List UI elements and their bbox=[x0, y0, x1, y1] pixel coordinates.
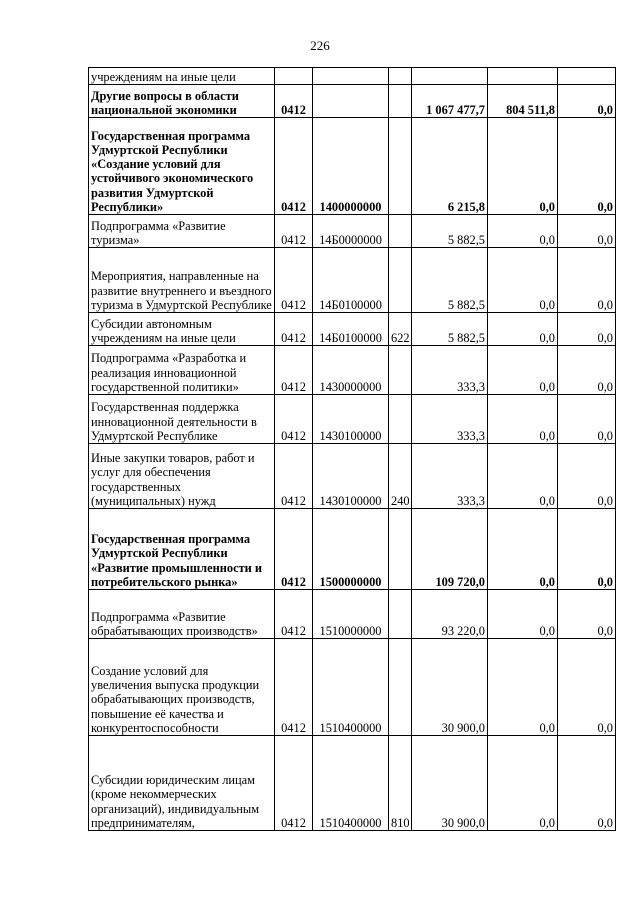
cell-amount-1: 30 900,0 bbox=[412, 736, 488, 831]
cell-section: 0412 bbox=[275, 313, 313, 346]
table-row bbox=[89, 444, 616, 509]
cell-section: 0412 bbox=[275, 248, 313, 313]
cell-expense-type bbox=[389, 215, 412, 248]
cell-name: Субсидии юридическим лицам (кроме некоммерческих организаций), индивидуальным предпринимателям, bbox=[89, 736, 275, 831]
cell-target-article: 14Б0100000 bbox=[313, 313, 389, 346]
page-number: 226 bbox=[310, 38, 330, 53]
cell-amount-2: 0,0 bbox=[488, 395, 558, 444]
budget-table-body bbox=[89, 68, 616, 831]
cell-amount-2: 0,0 bbox=[488, 444, 558, 509]
cell-expense-type bbox=[389, 85, 412, 118]
table-row bbox=[89, 85, 616, 118]
cell-section: 0412 bbox=[275, 85, 313, 118]
cell-amount-2: 0,0 bbox=[488, 639, 558, 736]
cell-amount-2: 0,0 bbox=[488, 736, 558, 831]
cell-target-article bbox=[313, 85, 389, 118]
cell-target-article: 14Б0100000 bbox=[313, 248, 389, 313]
cell-section: 0412 bbox=[275, 444, 313, 509]
cell-amount-3: 0,0 bbox=[558, 215, 616, 248]
cell-section: 0412 bbox=[275, 639, 313, 736]
table-row bbox=[89, 509, 616, 590]
cell-amount-3: 0,0 bbox=[558, 509, 616, 590]
cell-name: Государственная программа Удмуртской Республики «Развитие промышленности и потребительского рынка» bbox=[89, 509, 275, 590]
cell-expense-type bbox=[389, 590, 412, 639]
cell-amount-3: 0,0 bbox=[558, 736, 616, 831]
cell-target-article: 1510000000 bbox=[313, 590, 389, 639]
cell-amount-3: 0,0 bbox=[558, 395, 616, 444]
cell-amount-2: 0,0 bbox=[488, 313, 558, 346]
cell-amount-2: 0,0 bbox=[488, 118, 558, 215]
cell-amount-1: 333,3 bbox=[412, 395, 488, 444]
cell-amount-1: 5 882,5 bbox=[412, 215, 488, 248]
cell-expense-type bbox=[389, 68, 412, 85]
cell-expense-type bbox=[389, 346, 412, 395]
cell-amount-3 bbox=[558, 68, 616, 85]
cell-amount-3: 0,0 bbox=[558, 118, 616, 215]
cell-section: 0412 bbox=[275, 118, 313, 215]
cell-target-article: 14Б0000000 bbox=[313, 215, 389, 248]
cell-expense-type: 240 bbox=[389, 444, 412, 509]
cell-amount-2 bbox=[488, 68, 558, 85]
cell-target-article bbox=[313, 68, 389, 85]
table-row bbox=[89, 590, 616, 639]
cell-expense-type bbox=[389, 395, 412, 444]
cell-amount-3: 0,0 bbox=[558, 444, 616, 509]
table-row bbox=[89, 68, 616, 85]
cell-name: Иные закупки товаров, работ и услуг для обеспечения государственных (муниципальных) нужд bbox=[89, 444, 275, 509]
cell-expense-type bbox=[389, 248, 412, 313]
cell-target-article: 1510400000 bbox=[313, 639, 389, 736]
cell-section bbox=[275, 68, 313, 85]
cell-target-article: 1430000000 bbox=[313, 346, 389, 395]
cell-amount-1: 93 220,0 bbox=[412, 590, 488, 639]
cell-amount-1: 5 882,5 bbox=[412, 313, 488, 346]
cell-name: Подпрограмма «Развитие туризма» bbox=[89, 215, 275, 248]
cell-amount-2: 0,0 bbox=[488, 590, 558, 639]
table-row bbox=[89, 313, 616, 346]
table-row bbox=[89, 346, 616, 395]
cell-section: 0412 bbox=[275, 215, 313, 248]
cell-amount-3: 0,0 bbox=[558, 346, 616, 395]
cell-amount-1: 109 720,0 bbox=[412, 509, 488, 590]
cell-expense-type bbox=[389, 639, 412, 736]
table-row bbox=[89, 248, 616, 313]
cell-name: Подпрограмма «Развитие обрабатывающих производств» bbox=[89, 590, 275, 639]
cell-expense-type bbox=[389, 118, 412, 215]
cell-expense-type: 810 bbox=[389, 736, 412, 831]
cell-target-article: 1400000000 bbox=[313, 118, 389, 215]
cell-section: 0412 bbox=[275, 590, 313, 639]
cell-amount-2: 0,0 bbox=[488, 509, 558, 590]
table-row bbox=[89, 736, 616, 831]
cell-name: Государственная программа Удмуртской Республики «Создание условий для устойчивого экономического развития Удмуртской Республики» bbox=[89, 118, 275, 215]
cell-amount-1: 333,3 bbox=[412, 444, 488, 509]
cell-target-article: 1430100000 bbox=[313, 444, 389, 509]
cell-amount-3: 0,0 bbox=[558, 639, 616, 736]
cell-name: Подпрограмма «Разработка и реализация инновационной государственной политики» bbox=[89, 346, 275, 395]
cell-amount-2: 0,0 bbox=[488, 215, 558, 248]
cell-name: Субсидии автономным учреждениям на иные цели bbox=[89, 313, 275, 346]
cell-section: 0412 bbox=[275, 395, 313, 444]
cell-section: 0412 bbox=[275, 346, 313, 395]
cell-amount-3: 0,0 bbox=[558, 313, 616, 346]
cell-section: 0412 bbox=[275, 736, 313, 831]
cell-target-article: 1430100000 bbox=[313, 395, 389, 444]
cell-amount-1: 6 215,8 bbox=[412, 118, 488, 215]
cell-name: Мероприятия, направленные на развитие внутреннего и въездного туризма в Удмуртской Республике bbox=[89, 248, 275, 313]
cell-target-article: 1510400000 bbox=[313, 736, 389, 831]
cell-name: учреждениям на иные цели bbox=[89, 68, 275, 85]
cell-amount-1 bbox=[412, 68, 488, 85]
cell-amount-2: 0,0 bbox=[488, 346, 558, 395]
table-row bbox=[89, 395, 616, 444]
cell-amount-2: 0,0 bbox=[488, 248, 558, 313]
cell-name: Создание условий для увеличения выпуска продукции обрабатывающих производств, повышение её качества и конкурентоспособности bbox=[89, 639, 275, 736]
cell-expense-type: 622 bbox=[389, 313, 412, 346]
cell-expense-type bbox=[389, 509, 412, 590]
budget-table bbox=[88, 67, 616, 831]
cell-name: Другие вопросы в области национальной экономики bbox=[89, 85, 275, 118]
cell-amount-2: 804 511,8 bbox=[488, 85, 558, 118]
cell-amount-1: 5 882,5 bbox=[412, 248, 488, 313]
cell-name: Государственная поддержка инновационной деятельности в Удмуртской Республике bbox=[89, 395, 275, 444]
table-row bbox=[89, 118, 616, 215]
cell-amount-3: 0,0 bbox=[558, 85, 616, 118]
cell-amount-3: 0,0 bbox=[558, 248, 616, 313]
cell-target-article: 1500000000 bbox=[313, 509, 389, 590]
cell-amount-3: 0,0 bbox=[558, 590, 616, 639]
cell-amount-1: 1 067 477,7 bbox=[412, 85, 488, 118]
cell-amount-1: 30 900,0 bbox=[412, 639, 488, 736]
cell-section: 0412 bbox=[275, 509, 313, 590]
table-row bbox=[89, 215, 616, 248]
cell-amount-1: 333,3 bbox=[412, 346, 488, 395]
table-row bbox=[89, 639, 616, 736]
